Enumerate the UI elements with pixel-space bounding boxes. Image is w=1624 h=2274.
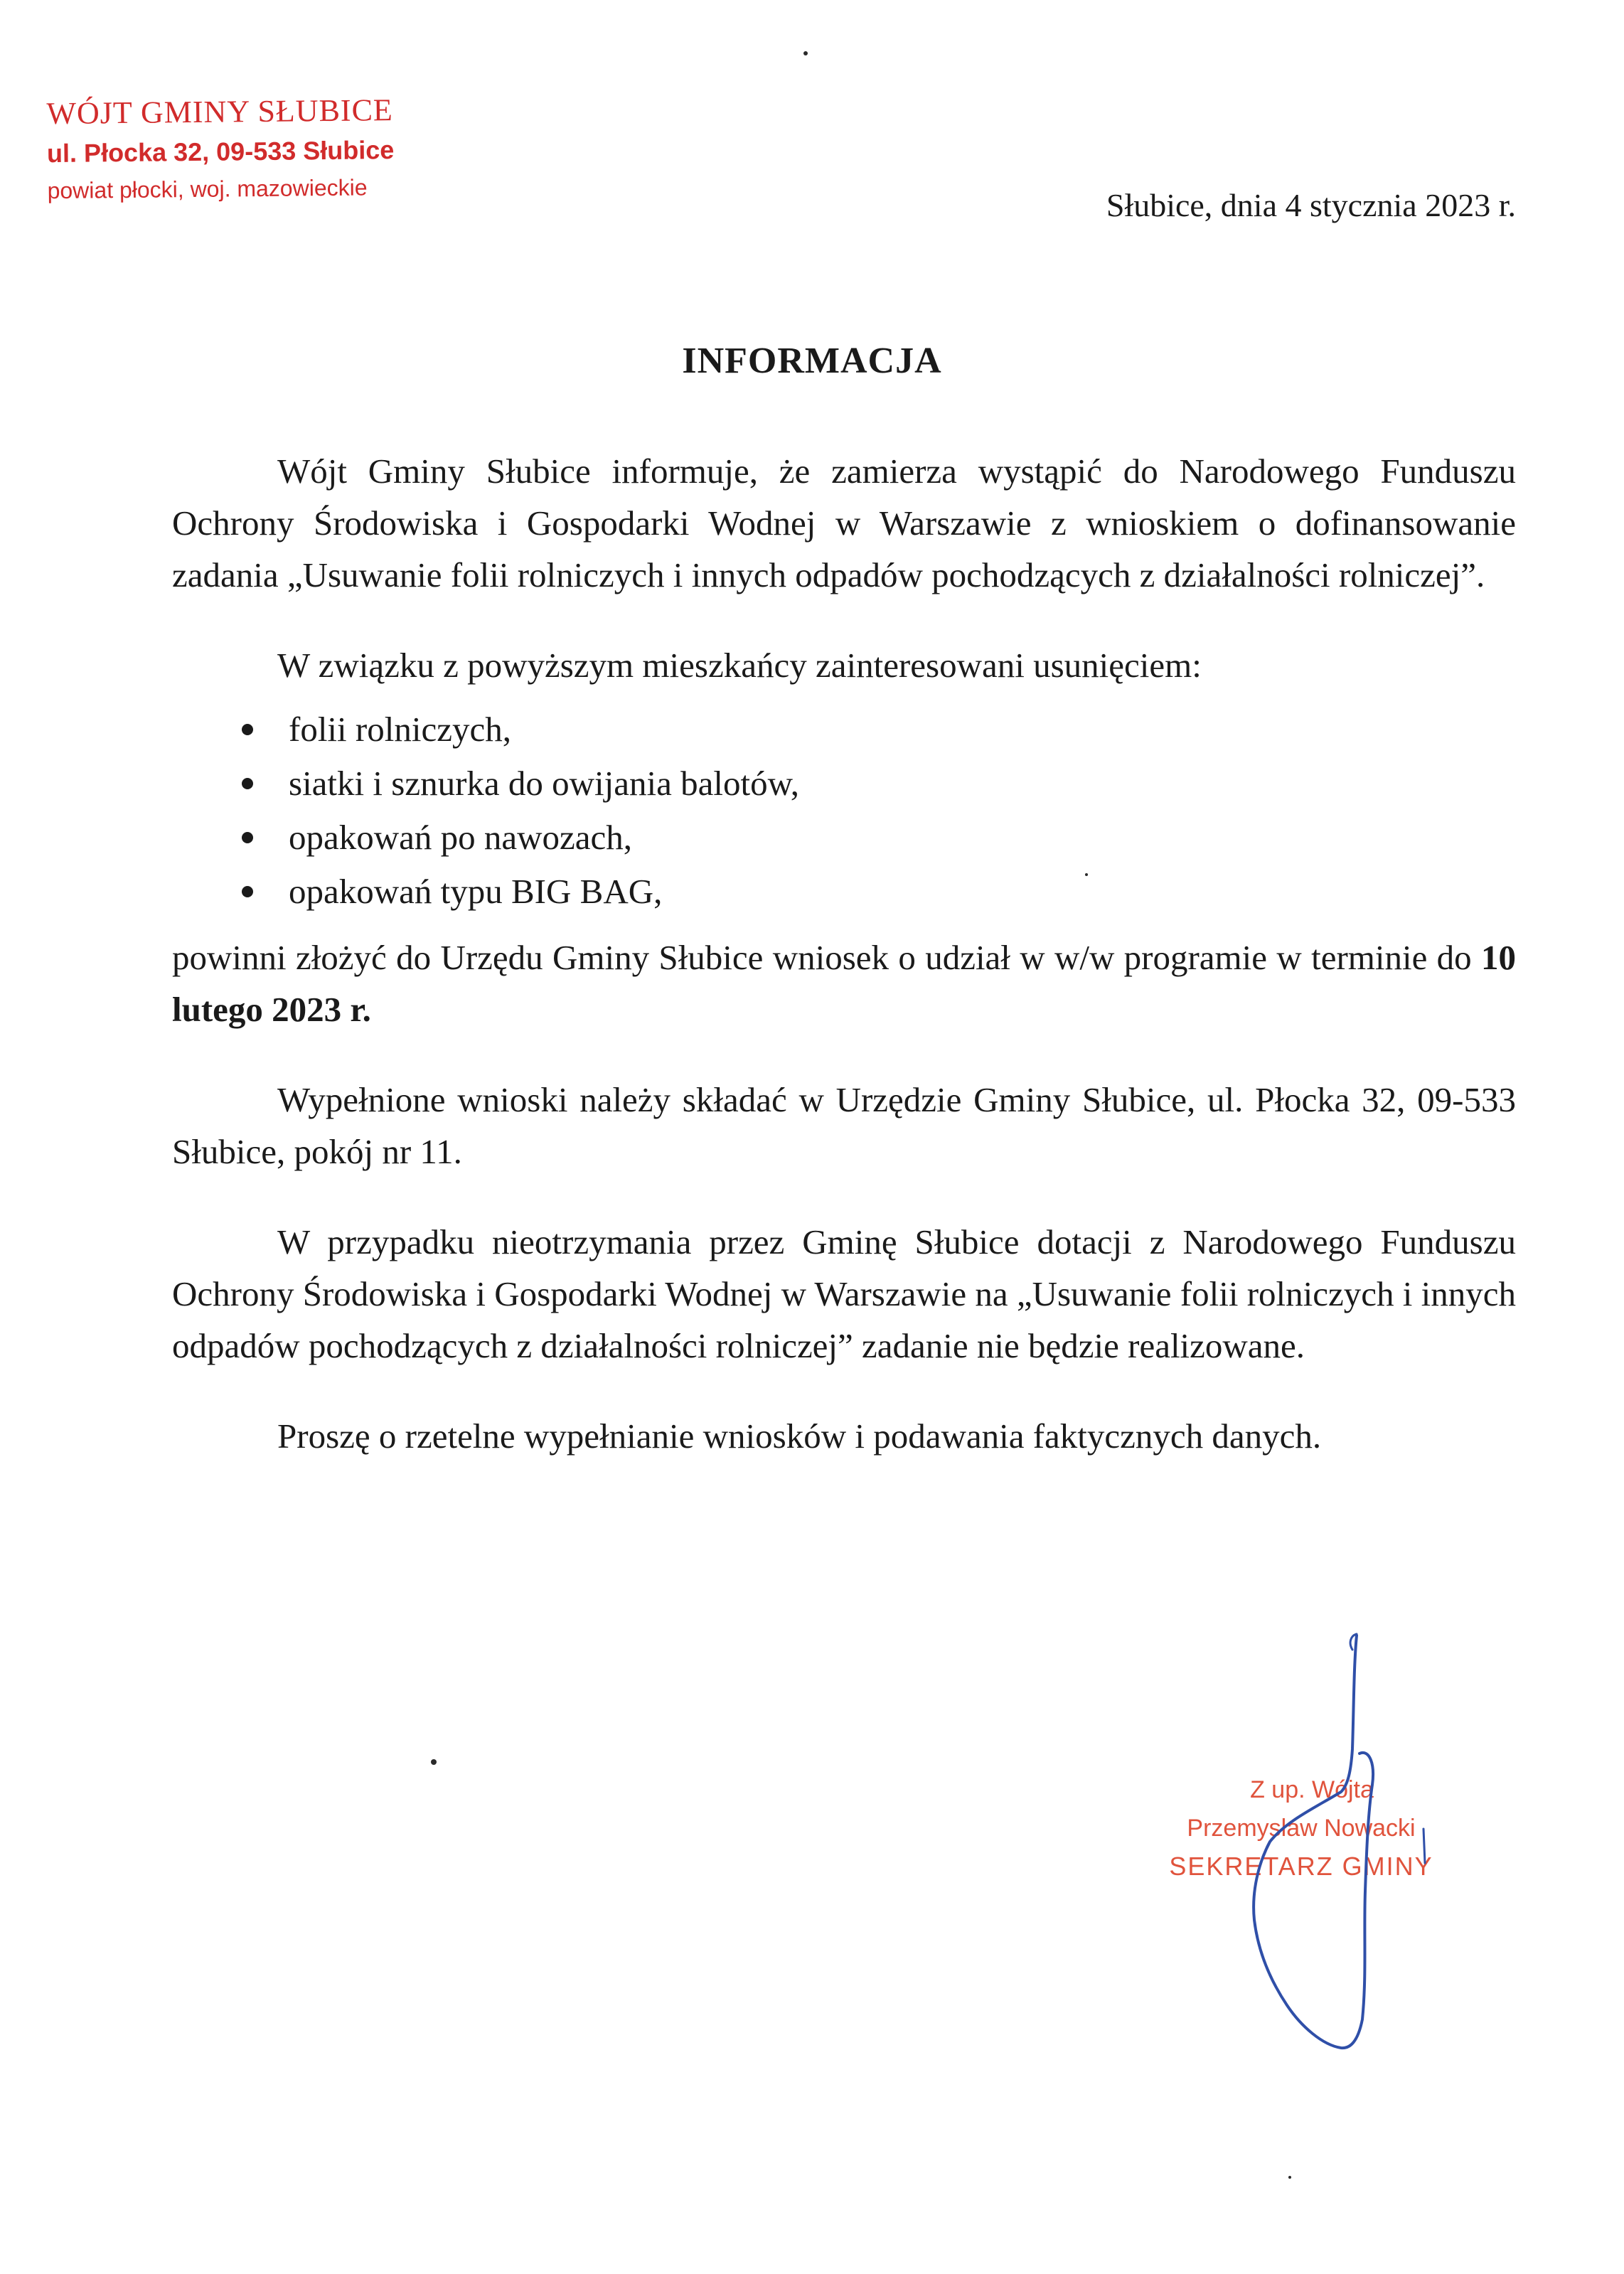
paragraph-submission: Wypełnione wnioski należy składać w Urzędzie Gminy Słubice, ul. Płocka 32, 09-533 Słubice, pokój nr 11.: [172, 1080, 1516, 1171]
office-stamp: [46, 89, 474, 208]
paragraph-deadline: [172, 932, 1516, 1035]
stamp-region: powiat płocki, woj. mazowieckie: [47, 174, 368, 204]
scan-speck: [1288, 2176, 1291, 2179]
stamp-address: ul. Płocka 32, 09-533 Słubice: [46, 135, 395, 169]
list-item-text: folii rolniczych,: [289, 710, 511, 749]
signatory-title: SEKRETARZ GMINY: [1169, 1852, 1433, 1881]
document-body: [172, 445, 1516, 1462]
signature-authority: Z up. Wójta: [1250, 1776, 1374, 1803]
scan-speck: [431, 1759, 437, 1765]
deadline-date: 10 lutego 2023 r.: [172, 938, 1517, 1029]
list-item-text: opakowań po nawozach,: [289, 818, 633, 857]
list-item: [172, 757, 1516, 811]
list-item-text: opakowań typu BIG BAG,: [289, 872, 663, 911]
bullet-icon: [242, 832, 253, 843]
stamp-title: WÓJT GMINY SŁUBICE: [46, 92, 394, 132]
document-date: Słubice, dnia 4 stycznia 2023 r.: [1106, 187, 1516, 223]
deadline-text: powinni złożyć do Urzędu Gminy Słubice wniosek o udział w w/w programie w terminie do: [172, 938, 1472, 977]
list-item: [172, 865, 1516, 919]
paragraph-announcement: Wójt Gminy Słubice informuje, że zamierza wystąpić do Narodowego Funduszu Ochrony Środowiska i Gospodarki Wodnej w Warszawie z wnioskiem o dofinansowanie zadania „Usuwanie folii rolniczych i innych odpadów pochodzących z działalności rolniczej”.: [172, 452, 1516, 594]
list-item-text: siatki i sznurka do owijania balotów,: [289, 764, 800, 803]
list-item: [172, 703, 1516, 757]
bullet-icon: [242, 724, 253, 735]
paragraph-closing: Proszę o rzetelne wypełnianie wniosków i podawania faktycznych danych.: [277, 1416, 1322, 1456]
list-item: [172, 811, 1516, 865]
signatory-name: Przemysław Nowacki: [1187, 1815, 1416, 1842]
scan-speck: [1085, 873, 1088, 876]
paragraph-intro: W związku z powyższym mieszkańcy zainteresowani usunięciem:: [277, 646, 1202, 685]
paragraph-condition: W przypadku nieotrzymania przez Gminę Słubice dotacji z Narodowego Funduszu Ochrony Środowiska i Gospodarki Wodnej w Warszawie na „Usuwanie folii rolniczych i innych odpadów pochodzących z działalności rolniczej” zadanie nie będzie realizowane.: [172, 1222, 1516, 1365]
waste-list: [172, 703, 1516, 919]
bullet-icon: [242, 778, 253, 789]
scan-speck: [803, 51, 808, 55]
bullet-icon: [242, 886, 253, 897]
handwritten-signature: [1202, 1621, 1472, 2076]
document-heading: INFORMACJA: [682, 341, 942, 381]
